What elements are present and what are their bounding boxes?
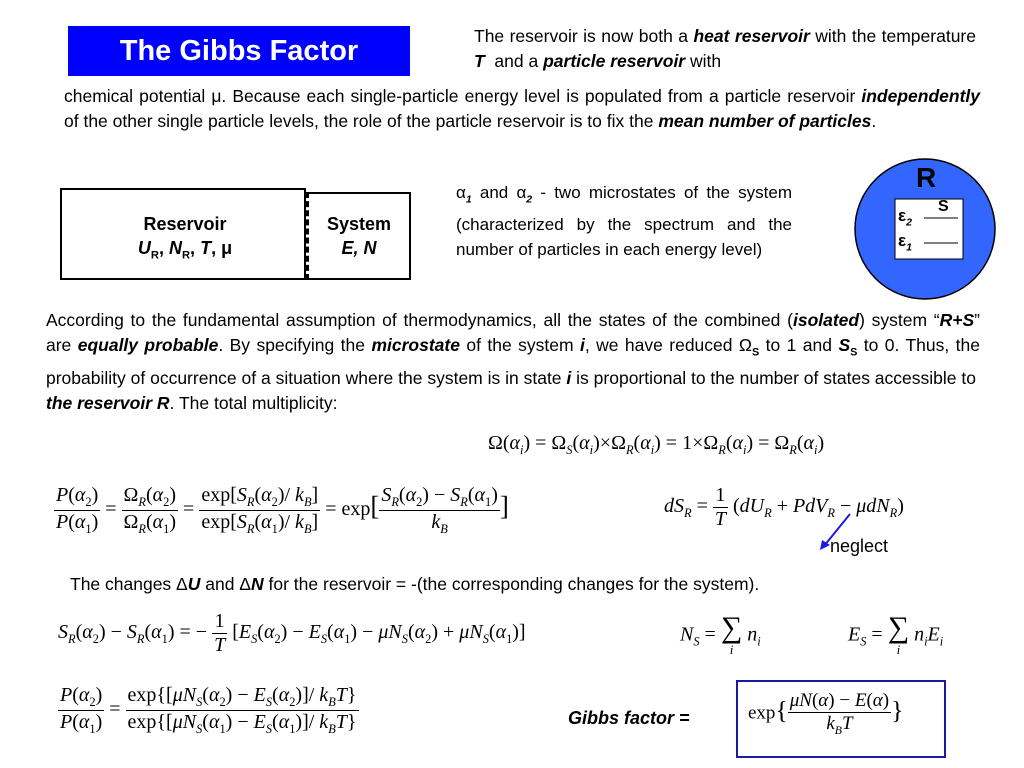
reservoir-label: Reservoir: [143, 214, 227, 234]
entropy-difference-equation: $S_R(\alpha_2) - S_R(\alpha_1)$ = − $\frac{1}{T}$ $[E_S(\alpha_2) - E_S(\alpha_1) - \mu N_S(\alpha_2) + \mu N_S(\alpha_1)]$: [58, 610, 526, 656]
energy-sum: $E_S$ = ∑ i $n_iE_i$: [848, 611, 944, 657]
final-probability-ratio: $\frac{P(\alpha_2)}{P(\alpha_1)}$ = $\frac{\exp\{[\mu N_S(\alpha_2) - E_S(\alpha_2)]/ k_BT\}}{\exp\{[\mu N_S(\alpha_1) - E_S(\alpha_1)]/ k_BT\}}$: [60, 684, 357, 736]
system-variables: E, N: [341, 238, 377, 258]
reservoir-box: [60, 188, 306, 280]
multiplicity-equation: $\Omega(\alpha_i) = \Omega_S(\alpha_i)\times\Omega_R(\alpha_i) = 1\times\Omega_R(\alpha_i) = \Omega_R(\alpha_i)$: [488, 432, 825, 457]
entropy-differential-equation: $dS_R$ = $\frac{1}{T}$ $(dU_R + PdV_R - \mu dN_R)$: [664, 484, 904, 530]
system-box: [306, 192, 411, 280]
circle-label-r: R: [916, 162, 937, 193]
gibbs-factor-expression: exp{ $\frac{\mu N(\alpha) - E(\alpha)}{k_BT}$ }: [748, 690, 904, 737]
microstate-note: $\alpha_1$ and $\alpha_2$ - two microstates of the system (characterized by the spectrum and the number of particles in each energy level): [456, 183, 792, 260]
intro-paragraph: chemical potential μ. Because each single-particle energy level is populated from a particle reservoir independently of the other single particle levels, the role of the particle reservoir is to fix the mean number of particles.: [64, 86, 980, 131]
page-title: The Gibbs Factor: [68, 26, 410, 76]
square-label-s: S: [938, 198, 949, 215]
system-label: System: [326, 214, 392, 234]
changes-statement: The changes ΔU and ΔN for the reservoir = -(the corresponding changes for the system).: [70, 574, 760, 594]
gibbs-factor-label: Gibbs factor =: [568, 708, 690, 728]
neglect-label: neglect: [830, 536, 889, 556]
assumption-paragraph: According to the fundamental assumption of thermodynamics, all the states of the combined (isolated) system “R+S” are equally probable. By specifying the microstate of the system i, we have reduced $\Omega_S$ to 1 and $S_S$ to 0. Thus, the probability of occurrence of a situation where the system is in state i is proportional to the number of states accessible to the reservoir R. The total multiplicity:: [46, 310, 980, 413]
level-label-e2: $\varepsilon_2$: [898, 206, 912, 229]
particle-number-sum: $N_S$ = ∑ i $n_i$: [680, 611, 761, 657]
reservoir-variables: $U_R$, $N_R$, T, μ: [137, 238, 233, 262]
probability-ratio-equation: $\frac{P(\alpha_2)}{P(\alpha_1)}$ = $\frac{\Omega_R(\alpha_2)}{\Omega_R(\alpha_1)}$ = $\frac{\exp[S_R(\alpha_2)/ k_B]}{\exp[S_R(\alpha_1)/ k_B]}$ = exp[ $\frac{S_R(\alpha_2) - S_R(\alpha_1)}{k_B}$ ]: [56, 484, 509, 536]
level-label-e1: $\varepsilon_1$: [898, 231, 912, 254]
gibbs-factor-box: [736, 680, 946, 758]
intro-paragraph-top: The reservoir is now both a heat reservoir with the temperature T and a particle reservoir with: [474, 26, 976, 71]
